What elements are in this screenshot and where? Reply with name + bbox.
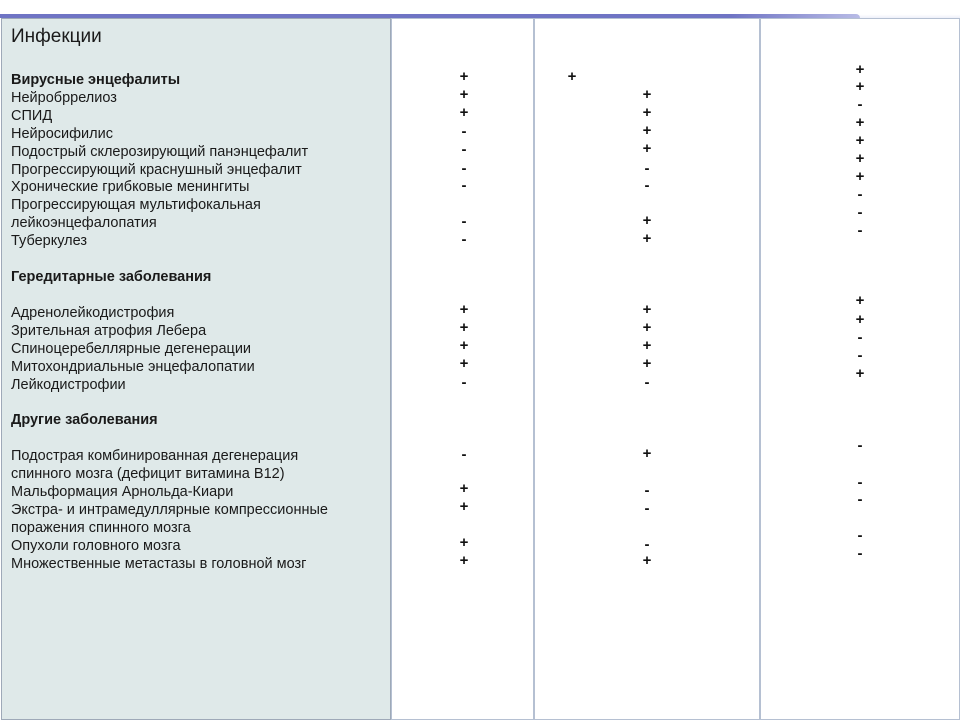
mark-col2: + [642, 122, 652, 139]
mark-col3: + [855, 61, 865, 78]
table-row: Зрительная атрофия Лебера [11, 323, 207, 339]
mark-col1: - [461, 141, 467, 158]
mark-col3: - [857, 204, 863, 221]
table-row: СПИД [11, 108, 53, 124]
mark-col2: + [642, 104, 652, 121]
table-row: спинного мозга (дефицит витамина В12) [11, 466, 285, 482]
mark-col1: - [461, 446, 467, 463]
mark-col2: + [642, 230, 652, 247]
mark-col2: + [642, 319, 652, 336]
mark-col2: + [642, 337, 652, 354]
table-row: Митохондриальные энцефалопатии [11, 359, 255, 375]
mark-col3: + [855, 114, 865, 131]
table-row: Нейросифилис [11, 126, 113, 142]
mark-col2: + [642, 212, 652, 229]
mark-col3: + [855, 292, 865, 309]
mark-col2: + [642, 140, 652, 157]
mark-col1: + [459, 552, 469, 569]
mark-col3: + [855, 78, 865, 95]
mark-col1: + [459, 534, 469, 551]
mark-col3: - [857, 491, 863, 508]
table-row: Прогрессирующая мультифокальная [11, 197, 261, 213]
mark-col2: + [567, 68, 577, 85]
mark-col2: + [642, 301, 652, 318]
group-heading: Вирусные энцефалиты [11, 72, 181, 88]
mark-col1: + [459, 86, 469, 103]
mark-col3: + [855, 150, 865, 167]
mark-col1: + [459, 68, 469, 85]
table-row: Опухоли головного мозга [11, 538, 181, 554]
mark-col3: + [855, 311, 865, 328]
mark-col2: - [644, 482, 650, 499]
mark-col2: - [644, 160, 650, 177]
mark-col2: - [644, 177, 650, 194]
mark-col1: + [459, 480, 469, 497]
mark-col2: - [644, 536, 650, 553]
mark-col3: - [857, 222, 863, 239]
mark-col3: + [855, 168, 865, 185]
mark-col3: - [857, 527, 863, 544]
mark-col1: - [461, 160, 467, 177]
mark-col2: - [644, 374, 650, 391]
mark-col1: + [459, 337, 469, 354]
mark-col3: + [855, 365, 865, 382]
table-row: Туберкулез [11, 233, 88, 249]
mark-col3: - [857, 474, 863, 491]
mark-col1: + [459, 355, 469, 372]
table-row: лейкоэнцефалопатия [11, 215, 157, 231]
table-row: Экстра- и интрамедуллярные компрессионные [11, 502, 328, 518]
mark-col1: + [459, 498, 469, 515]
mark-col3: - [857, 329, 863, 346]
table-row: Адренолейкодистрофия [11, 305, 175, 321]
mark-col1: + [459, 301, 469, 318]
table-row: Подострый склерозирующий панэнцефалит [11, 144, 309, 160]
mark-col2: + [642, 86, 652, 103]
mark-col1: - [461, 177, 467, 194]
table-row: Нейробррелиоз [11, 90, 117, 106]
mark-col3: - [857, 545, 863, 562]
table-row: Спиноцеребеллярные дегенерации [11, 341, 252, 357]
table-row: Лейкодистрофии [11, 377, 126, 393]
mark-col1: - [461, 213, 467, 230]
section-title: Инфекции [11, 26, 102, 47]
mark-col2: + [642, 445, 652, 462]
mark-col3: - [857, 347, 863, 364]
mark-col3: - [857, 96, 863, 113]
table-row: поражения спинного мозга [11, 520, 191, 536]
mark-col1: - [461, 231, 467, 248]
mark-col3: - [857, 186, 863, 203]
mark-col3: + [855, 132, 865, 149]
table-row: Прогрессирующий краснушный энцефалит [11, 162, 302, 178]
table-row: Подострая комбинированная дегенерация [11, 448, 299, 464]
table-row: Множественные метастазы в головной мозг [11, 556, 307, 572]
table-row: Хронические грибковые менингиты [11, 179, 250, 195]
mark-col1: + [459, 104, 469, 121]
group-heading: Гередитарные заболевания [11, 269, 212, 285]
mark-col1: + [459, 319, 469, 336]
group-heading: Другие заболевания [11, 412, 158, 428]
table-row: Мальформация Арнольда-Киари [11, 484, 234, 500]
mark-col2: - [644, 500, 650, 517]
mark-col2: + [642, 552, 652, 569]
mark-col2: + [642, 355, 652, 372]
mark-col1: - [461, 123, 467, 140]
mark-col3: - [857, 437, 863, 454]
mark-col1: - [461, 374, 467, 391]
